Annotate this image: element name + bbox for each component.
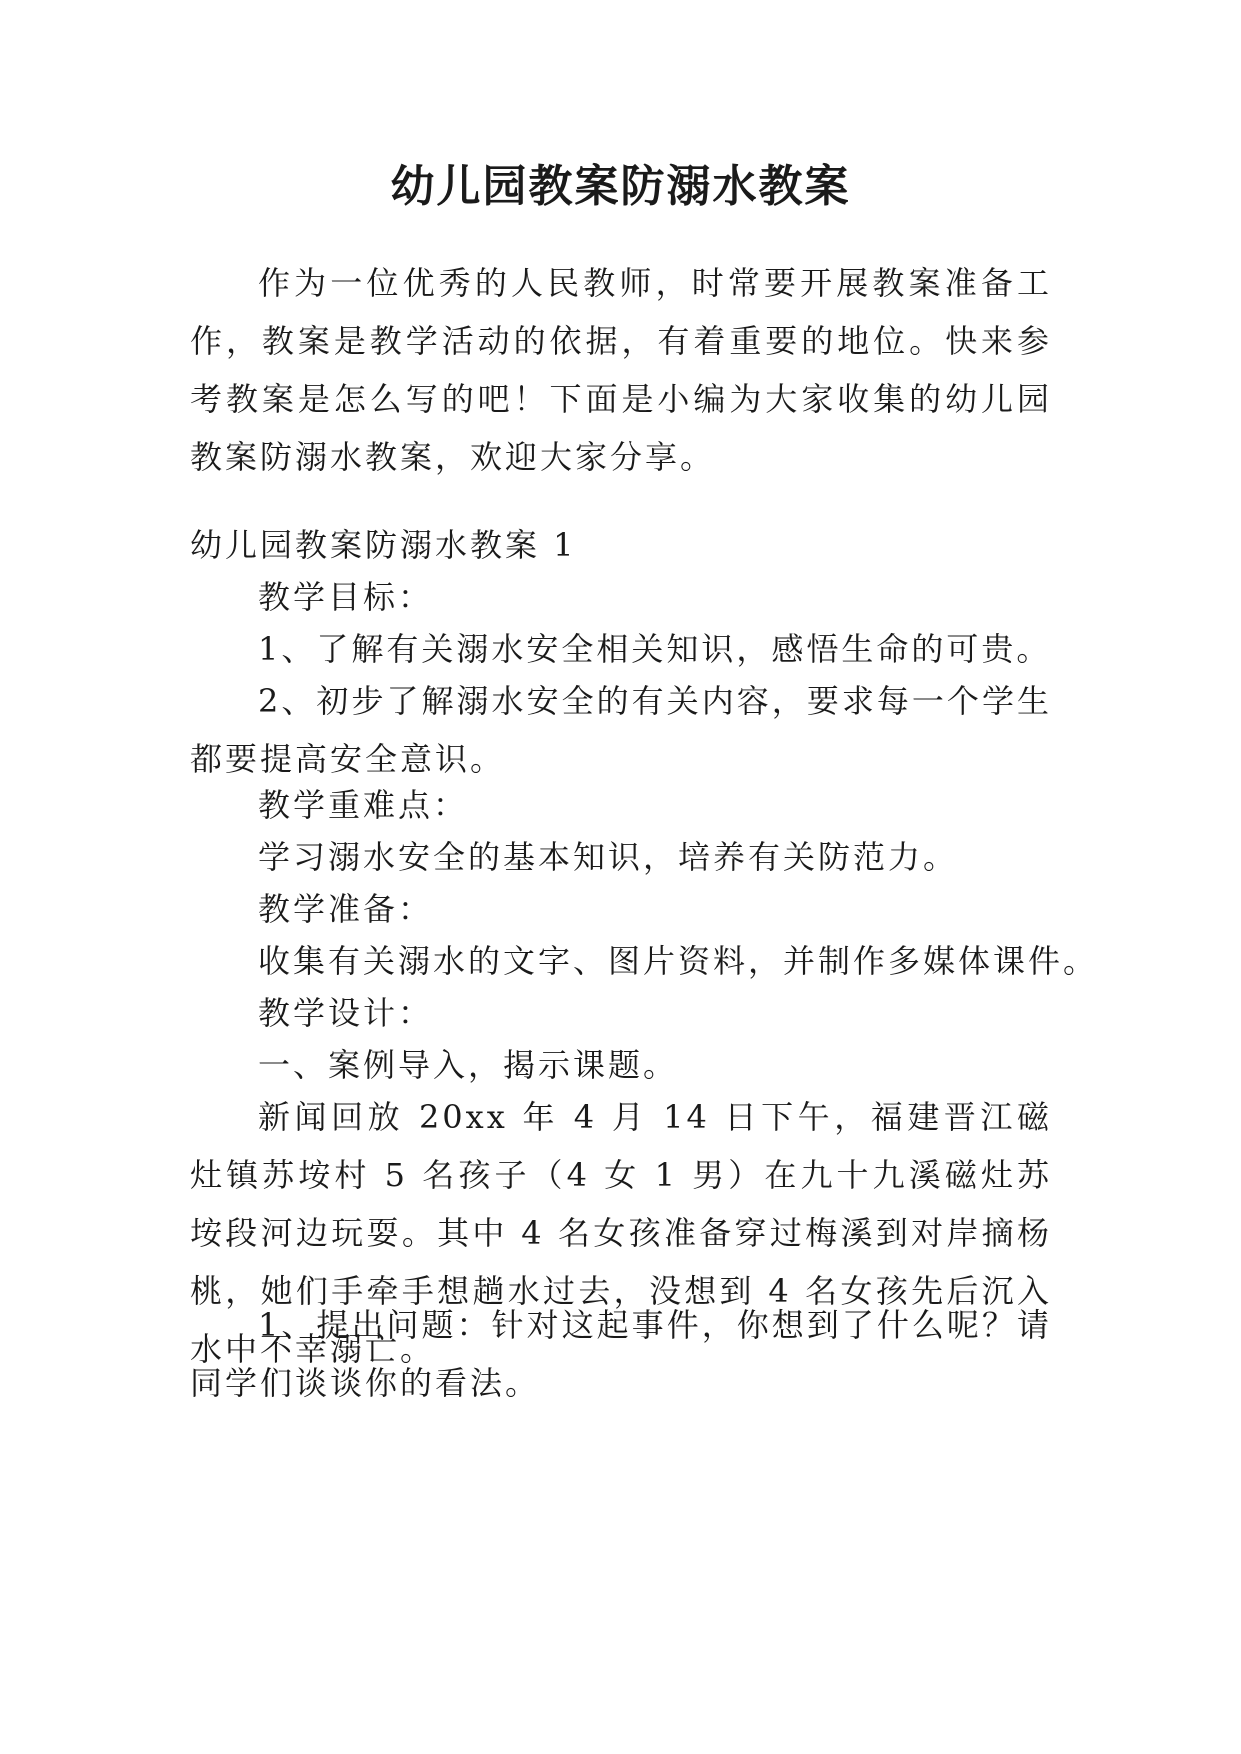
- document-title: 幼儿园教案防溺水教案: [390, 161, 851, 212]
- goals-heading: 教学目标：: [258, 578, 434, 616]
- prep-heading: 教学准备：: [258, 890, 434, 928]
- key-heading: 教学重难点：: [258, 786, 469, 824]
- key-text: 学习溺水安全的基本知识，培养有关防范力。: [258, 838, 959, 876]
- intro-paragraph: 作为一位优秀的人民教师，时常要开展教案准备工作，教案是教学活动的依据，有着重要的地位。快来参考教案是怎么写的吧！下面是小编为大家收集的幼儿园教案防溺水教案，欢迎大家分享。: [190, 264, 1052, 476]
- goal-1: 1、了解有关溺水安全相关知识，感悟生命的可贵。: [258, 630, 1052, 668]
- news-paragraph: 新闻回放 20xx 年 4 月 14 日下午，福建晋江磁灶镇苏垵村 5 名孩子（4 女 1 男）在九十九溪磁灶苏垵段河边玩耍。其中 4 名女孩准备穿过梅溪到对岸摘杨桃，她们手牵手想趟水过去，没想到 4 名女孩先后沉入水中不幸溺亡。: [190, 1098, 1052, 1368]
- step-1: 一、案例导入，揭示课题。: [258, 1046, 679, 1084]
- prep-text: 收集有关溺水的文字、图片资料，并制作多媒体课件。: [258, 942, 1099, 980]
- section-title: 幼儿园教案防溺水教案 1: [190, 526, 577, 564]
- question-paragraph: 1、提出问题：针对这起事件，你想到了什么呢？请同学们谈谈你的看法。: [190, 1306, 1052, 1402]
- goal-2: 2、初步了解溺水安全的有关内容，要求每一个学生都要提高安全意识。: [190, 682, 1052, 778]
- design-heading: 教学设计：: [258, 994, 434, 1032]
